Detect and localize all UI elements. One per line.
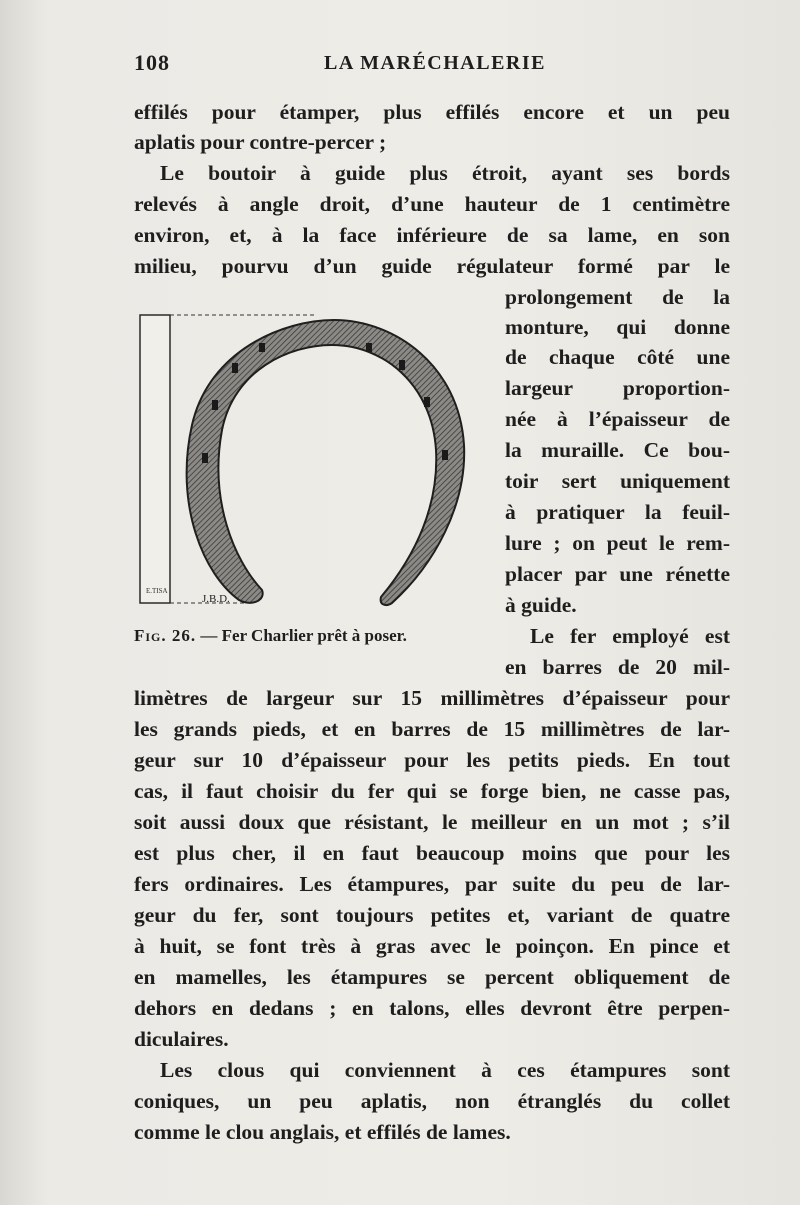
text-line: monture, qui donne: [505, 315, 730, 339]
text-line: Le fer employé est: [530, 624, 730, 648]
text-line: dehors en dedans ; en talons, elles devront être perpen-: [134, 996, 730, 1020]
horseshoe-figure: [134, 305, 484, 615]
text-line: à pratiquer la feuil-: [505, 500, 730, 524]
text-line: diculaires.: [134, 1027, 229, 1051]
text-line: les grands pieds, et en barres de 15 millimètres de lar-: [134, 717, 730, 741]
figure-label: Fig. 26.: [134, 626, 197, 645]
engraver-mark: E.TISA: [146, 587, 168, 595]
text-line: environ, et, à la face inférieure de sa lame, en son: [134, 223, 730, 247]
text-line: née à l’épaisseur de: [505, 407, 730, 431]
text-line: toir sert uniquement: [505, 469, 730, 493]
text-line: à huit, se font très à gras avec le poinçon. En pince et: [134, 934, 730, 958]
text-line: aplatis pour contre-percer ;: [134, 130, 387, 154]
text-line: effilés pour étamper, plus effilés encore et un peu: [134, 100, 730, 124]
page-header: [134, 50, 730, 80]
text-line: cas, il faut choisir du fer qui se forge bien, ne casse pas,: [134, 779, 730, 803]
text-line: en mamelles, les étampures se percent obliquement de: [134, 965, 730, 989]
figure-caption: [134, 626, 484, 650]
text-line: la muraille. Ce bou-: [505, 438, 730, 462]
text-line: Le boutoir à guide plus étroit, ayant ses bords: [160, 161, 730, 185]
figure-signature: J.B.D.: [202, 593, 230, 605]
text-line: milieu, pourvu d’un guide régulateur formé par le: [134, 254, 730, 278]
text-line: placer par une rénette: [505, 562, 730, 586]
text-line: coniques, un peu aplatis, non étranglés du collet: [134, 1089, 730, 1113]
text-line: geur du fer, sont toujours petites et, variant de quatre: [134, 903, 730, 927]
text-line: en barres de 20 mil-: [505, 655, 730, 679]
text-line: fers ordinaires. Les étampures, par suite du peu de lar-: [134, 872, 730, 896]
horseshoe-illustration: [134, 305, 484, 615]
text-line: soit aussi doux que résistant, le meilleur en un mot ; s’il: [134, 810, 730, 834]
page-number: 108: [134, 50, 170, 75]
text-line: lure ; on peut le rem-: [505, 531, 730, 555]
text-line: Les clous qui conviennent à ces étampures sont: [160, 1058, 730, 1082]
text-line: est plus cher, il en faut beaucoup moins que pour les: [134, 841, 730, 865]
text-line: à guide.: [505, 593, 577, 617]
text-line: largeur proportion-: [505, 376, 730, 400]
text-line: comme le clou anglais, et effilés de lames.: [134, 1120, 511, 1144]
text-line: de chaque côté une: [505, 345, 730, 369]
text-line: limètres de largeur sur 15 millimètres d’épaisseur pour: [134, 686, 730, 710]
text-line: geur sur 10 d’épaisseur pour les petits pieds. En tout: [134, 748, 730, 772]
running-title: LA MARÉCHALERIE: [324, 52, 546, 74]
text-line: prolongement de la: [505, 285, 730, 309]
text-line: relevés à angle droit, d’une hauteur de 1 centimètre: [134, 192, 730, 216]
figure-caption-text: — Fer Charlier prêt à poser.: [200, 626, 407, 645]
